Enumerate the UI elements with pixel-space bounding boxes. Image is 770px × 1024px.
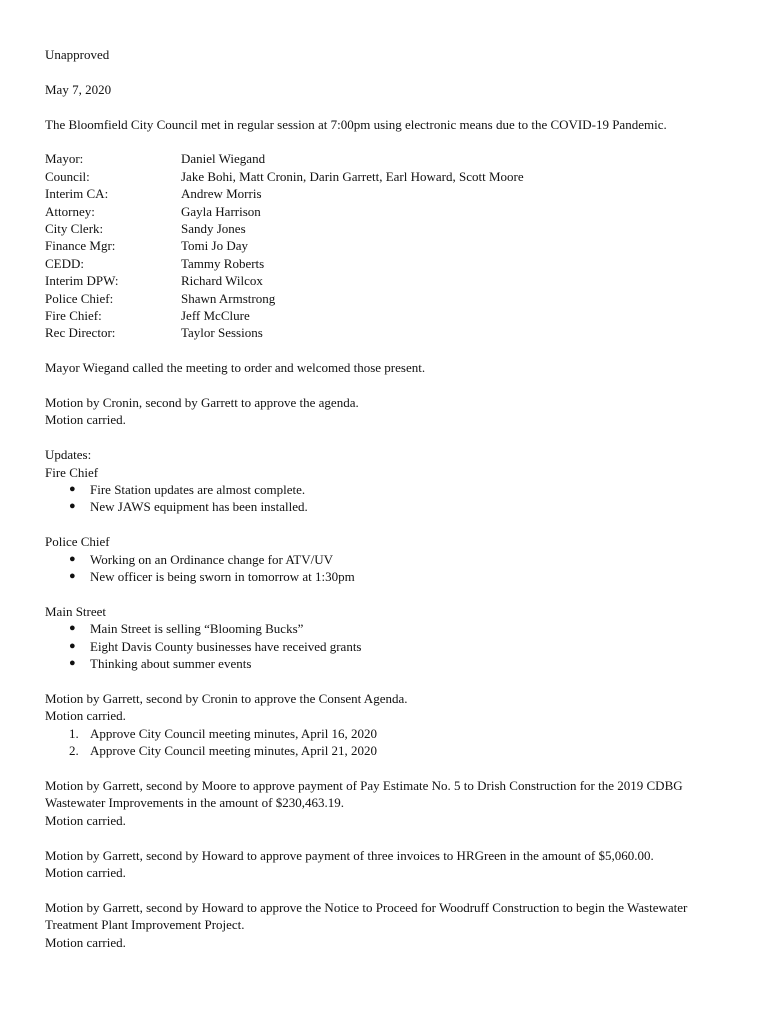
roster-name: Jeff McClure <box>181 308 250 324</box>
roster-role: Rec Director: <box>45 325 116 341</box>
approval-status: Unapproved <box>45 47 110 62</box>
motion-result: Motion carried. <box>45 812 126 828</box>
pay-estimate-motion <box>45 777 735 829</box>
list-item-text: Approve City Council meeting minutes, April 16, 2020 <box>90 725 378 741</box>
roster-row <box>45 203 735 220</box>
roster-row <box>45 272 735 289</box>
roster-name: Jake Bohi, Matt Cronin, Darin Garrett, Earl Howard, Scott Moore <box>181 168 524 184</box>
list-item-text: New JAWS equipment has been installed. <box>90 499 308 515</box>
roster-role: CEDD: <box>45 255 84 271</box>
bullet-icon: ● <box>69 552 76 565</box>
intro-paragraph: The Bloomfield City Council met in regular session at 7:00pm using electronic means due to the COVID-19 Pandemic. <box>45 116 667 132</box>
bullet-icon: ● <box>69 500 76 513</box>
main-street-heading: Main Street <box>45 603 107 619</box>
roster-name: Sandy Jones <box>181 221 246 237</box>
roster-name: Daniel Wiegand <box>181 151 266 167</box>
list-item-text: Fire Station updates are almost complete. <box>90 482 306 498</box>
list-item-text: Approve City Council meeting minutes, April 21, 2020 <box>90 743 378 759</box>
motion-text: Motion by Cronin, second by Garrett to approve the agenda. <box>45 395 359 411</box>
motion-result: Motion carried. <box>45 934 126 950</box>
meeting-date: May 7, 2020 <box>45 81 112 97</box>
hrgreen-invoice-motion <box>45 847 735 882</box>
bullet-icon: ● <box>69 622 76 635</box>
bullet-icon: ● <box>69 657 76 670</box>
roster-row <box>45 324 735 341</box>
roster-row <box>45 150 735 167</box>
call-to-order: Mayor Wiegand called the meeting to order and welcomed those present. <box>45 360 426 376</box>
list-item <box>45 481 735 498</box>
list-item <box>45 725 735 742</box>
list-item <box>45 620 735 637</box>
roster-row <box>45 255 735 272</box>
list-item <box>45 655 735 672</box>
roster-role: Police Chief: <box>45 290 114 306</box>
roster-role: Attorney: <box>45 203 95 219</box>
bullet-icon: ● <box>69 639 76 652</box>
fire-chief-heading: Fire Chief <box>45 464 99 480</box>
roster-name: Richard Wilcox <box>181 273 263 289</box>
roster-role: City Clerk: <box>45 221 104 237</box>
attendance-roster <box>45 150 735 341</box>
motion-text: Motion by Garrett, second by Howard to approve payment of three invoices to HRGreen in the amount of $5,060.00. <box>45 847 654 863</box>
roster-name: Tammy Roberts <box>181 255 265 271</box>
list-item-text: New officer is being sworn in tomorrow at 1:30pm <box>90 569 355 585</box>
motion-result: Motion carried. <box>45 864 126 880</box>
roster-name: Tomi Jo Day <box>181 238 248 254</box>
list-item-text: Main Street is selling “Blooming Bucks” <box>90 621 304 637</box>
list-item-text: Eight Davis County businesses have received grants <box>90 638 362 654</box>
roster-role: Interim CA: <box>45 186 109 202</box>
list-item <box>45 551 735 568</box>
updates-heading: Updates: <box>45 447 92 463</box>
roster-row <box>45 220 735 237</box>
updates-section <box>45 446 735 672</box>
motion-text: Motion by Garrett, second by Moore to approve payment of Pay Estimate No. 5 to Drish Construction for the 2019 CDBG Wastewater Improvements in the amount of $230,463.19. <box>45 777 683 811</box>
roster-name: Andrew Morris <box>181 186 262 202</box>
roster-role: Finance Mgr: <box>45 238 116 254</box>
roster-name: Shawn Armstrong <box>181 290 276 306</box>
roster-name: Gayla Harrison <box>181 203 261 219</box>
motion-text: Motion by Garrett, second by Howard to approve the Notice to Proceed for Woodruff Construction to begin the Wastewater Treatment Plant Improvement Project. <box>45 899 688 933</box>
roster-row <box>45 237 735 254</box>
agenda-motion <box>45 394 735 429</box>
roster-role: Interim DPW: <box>45 273 119 289</box>
bullet-icon: ● <box>69 570 76 583</box>
woodruff-notice-motion <box>45 899 735 951</box>
fire-chief-list <box>45 481 735 516</box>
roster-role: Mayor: <box>45 151 84 167</box>
bullet-icon: ● <box>69 483 76 496</box>
list-item <box>45 742 735 759</box>
motion-result: Motion carried. <box>45 708 126 724</box>
consent-agenda-motion <box>45 690 735 760</box>
roster-row <box>45 185 735 202</box>
roster-name: Taylor Sessions <box>181 325 263 341</box>
police-chief-list <box>45 551 735 586</box>
minutes-document <box>45 46 735 951</box>
list-item <box>45 638 735 655</box>
main-street-list <box>45 620 735 672</box>
list-item-text: Thinking about summer events <box>90 656 252 672</box>
list-item-number: 1. <box>69 725 79 741</box>
list-item <box>45 498 735 515</box>
roster-row <box>45 307 735 324</box>
consent-agenda-items <box>45 725 735 760</box>
motion-result: Motion carried. <box>45 412 126 428</box>
police-chief-heading: Police Chief <box>45 534 110 550</box>
roster-row <box>45 168 735 185</box>
roster-row <box>45 290 735 307</box>
roster-role: Fire Chief: <box>45 308 102 324</box>
list-item <box>45 568 735 585</box>
roster-role: Council: <box>45 168 90 184</box>
list-item-text: Working on an Ordinance change for ATV/UV <box>90 551 333 567</box>
motion-text: Motion by Garrett, second by Cronin to approve the Consent Agenda. <box>45 690 408 706</box>
list-item-number: 2. <box>69 743 79 759</box>
